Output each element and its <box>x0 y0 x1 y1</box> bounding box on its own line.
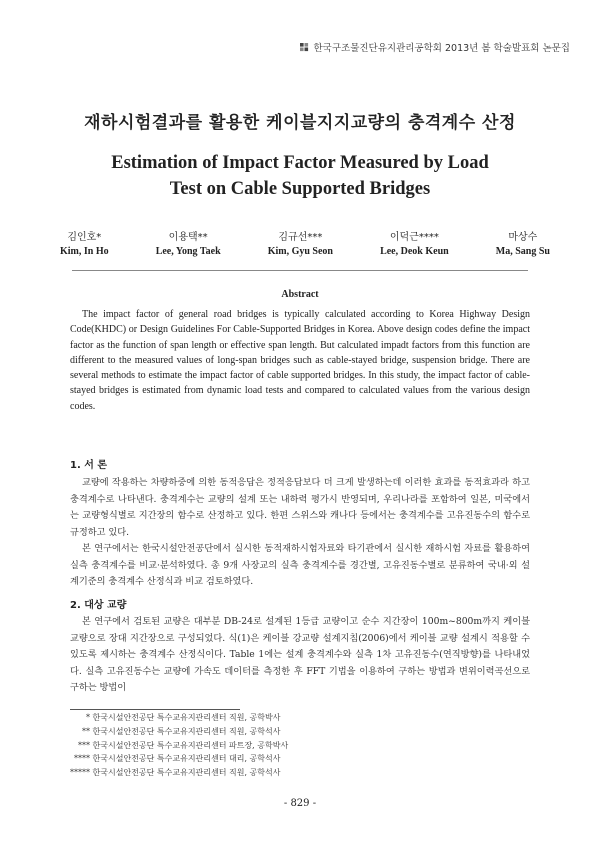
title-korean: 재하시험결과를 활용한 케이블지지교량의 충격계수 산정 <box>84 113 516 133</box>
title-english-line2: Test on Cable Supported Bridges <box>169 179 431 199</box>
author-name-ko: 김규선*** <box>278 232 323 243</box>
author-name-en: Lee, Deok Keun <box>380 246 449 257</box>
conference-header <box>300 40 570 54</box>
footnote: ** 한국시설안전공단 특수교유지관리센터 직원, 공학석사 <box>82 726 281 736</box>
title-english <box>0 150 600 202</box>
author-list <box>60 228 550 257</box>
footnote: *** 한국시설안전공단 특수교유지관리센터 파트장, 공학박사 <box>78 740 289 750</box>
footnotes <box>70 711 288 780</box>
author-name-en: Ma, Sang Su <box>495 246 550 257</box>
author-name-en: Kim, Gyu Seon <box>267 246 333 257</box>
footnote: ***** 한국시설안전공단 특수교유지관리센터 직원, 공학석사 <box>70 768 281 778</box>
abstract-body: The impact factor of general road bridges is typically calculated according to Korea Highway Design Code(KHDC) or Design Guidelines For Cable-Supported Bridges in Korea. Above design codes define the impact factor as the function of span length or effective span length. But calculated impadt factors from this function are different to the measured values of long-span bridges such as cable-stayed bridge, suspension bridge. There are several methods to estimate the impact factor of cable supported bridges. In this study, the impact factor of cable-stayed bridges is estimated from dynamic load tests and compared to calculated values from the various design codes. <box>70 309 530 412</box>
author <box>496 228 550 257</box>
footnote: **** 한국시설안전공단 특수교유지관리센터 대리, 공학석사 <box>74 754 281 764</box>
abstract-heading: Abstract <box>281 289 319 300</box>
page-number: - 829 - <box>283 798 317 809</box>
author-name-ko: 김인호* <box>67 232 102 243</box>
author-name-ko: 마상수 <box>508 232 538 243</box>
section-heading-intro: 1. 서 론 <box>70 460 108 471</box>
header-text: 한국구조물진단유지관리공학회 2013년 봄 학술발표회 논문집 <box>313 43 570 54</box>
author-name-ko: 이용택** <box>168 232 208 243</box>
footnote-divider <box>70 709 240 710</box>
author <box>156 228 221 257</box>
intro-paragraph-2: 본 연구에서는 한국시설안전공단에서 실시한 동적재하시험자료와 타기관에서 실시한 재하시험 자료를 활용하여 실측 충격계수를 비교·분석하였다. 총 9개 사장교의 실측 충격계수를 경간별, 고유진동수별로 분류하여 국내·외 설계기준의 충격계수 산정식과 비교 검토하였다. <box>70 543 530 587</box>
author-name-en: Lee, Yong Taek <box>155 246 221 257</box>
intro-paragraph-1: 교량에 작용하는 차량하중에 의한 동적응답은 정적응답보다 더 크게 발생하는데 이러한 효과를 동적효과라 하고 충격계수로 나타낸다. 충격계수는 교량의 설계 또는 내하력 평가시 반영되며, 우리나라를 포함하여 일본, 미국에서는 교량형식별로 지간장의 함수로 산정하고 있다. 한편 스위스와 캐나다 등에서는 충격계수를 고유진동수의 함수로 규정하고 있다. <box>70 477 530 538</box>
section-heading-bridges: 2. 대상 교량 <box>70 600 127 611</box>
footnote: * 한국시설안전공단 특수교유지관리센터 직원, 공학박사 <box>86 713 281 722</box>
author <box>60 228 109 257</box>
bridges-paragraph-1: 본 연구에서 검토된 교량은 대부분 DB-24로 설계된 1등급 교량이고 순수 지간장이 100m~800m까지 케이블 교량으로 장대 지간장으로 구성되었다. 식(1)은 케이블 강교량 설계지침(2006)에서 케이블 교량 설계시 적용할 수 있도록 제시하는 충격계수 산정식이다. Table 1에는 설계 충격계수와 실측 1차 고유진동수(연직방향)를 나타내었다. 실측 고유진동수는 교량에 가속도 데이터를 측정한 후 FFT 기법을 이용하여 구하는 방법과 변위이력곡선으로 구하는 방법이 <box>70 616 530 693</box>
divider <box>72 270 528 271</box>
title-english-line1: Estimation of Impact Factor Measured by Load <box>111 153 489 173</box>
author-name-en: Kim, In Ho <box>60 246 109 257</box>
bullet-icon <box>300 43 309 52</box>
author-name-ko: 이덕근**** <box>389 232 439 243</box>
author <box>380 228 449 257</box>
author <box>268 228 333 257</box>
